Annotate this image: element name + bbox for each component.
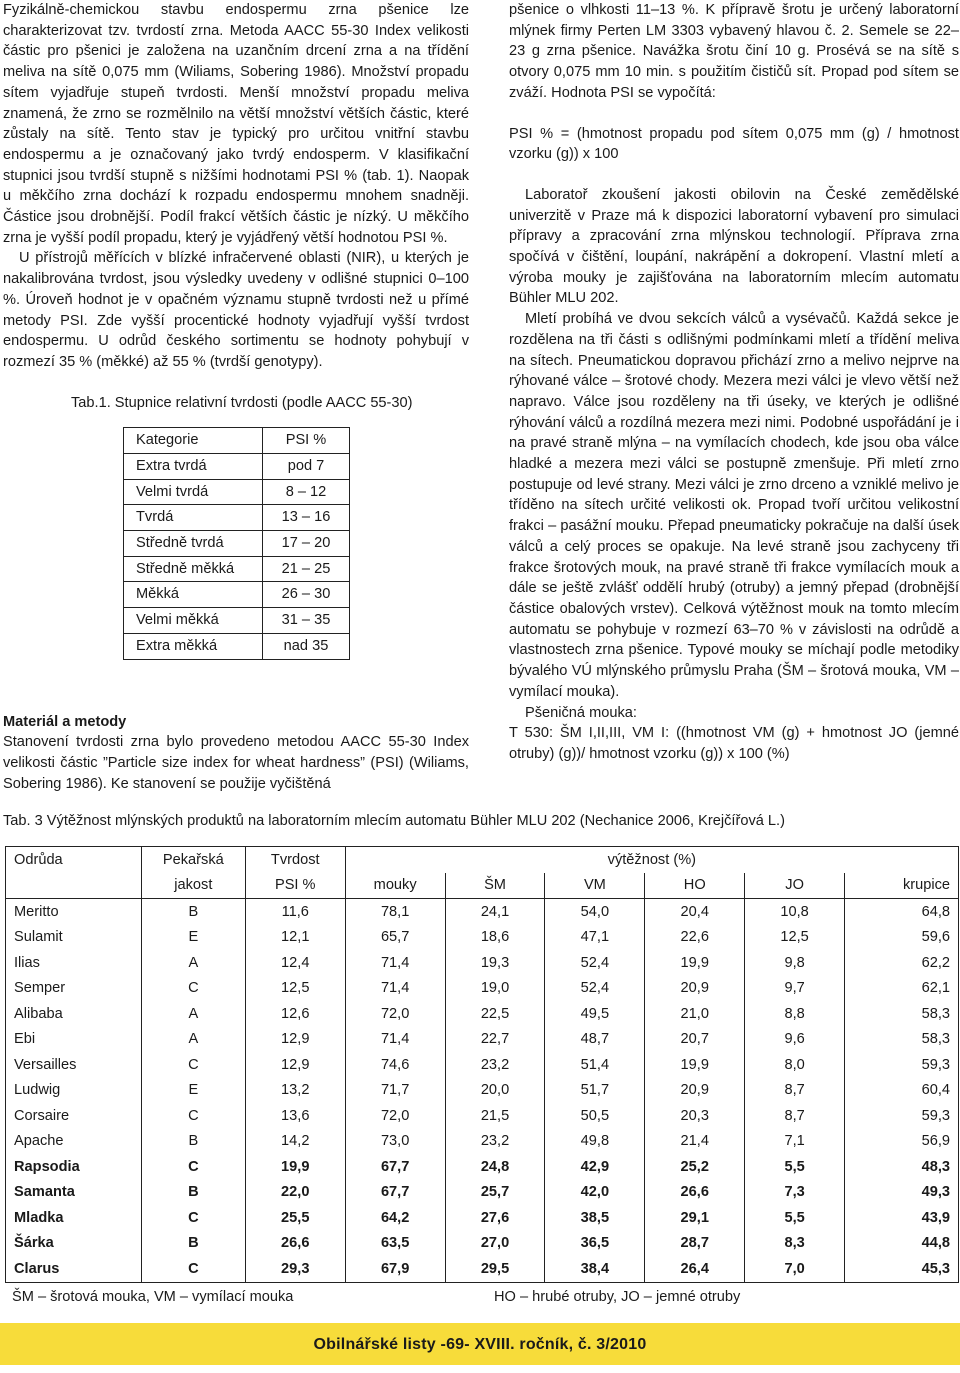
table1-row bbox=[124, 633, 350, 659]
table3-value-cell: 5,5 bbox=[745, 1154, 845, 1180]
table3-value-cell: 52,4 bbox=[545, 950, 645, 976]
table3-variety-cell: Šárka bbox=[14, 1235, 54, 1252]
table3-variety-cell: Sulamit bbox=[14, 929, 63, 946]
table3-value-cell: 19,3 bbox=[445, 950, 545, 976]
table3-value-cell: 50,5 bbox=[545, 1103, 645, 1129]
table3-header-cell: HO bbox=[645, 873, 745, 899]
paragraph-nir: U přístrojů měřících v blízké infračervené oblasti (NIR), u kterých je nakalibrována tvrdost, jsou výsledky uvedeny v odlišné stupnici 0–100 %. Úroveň hodnot je v opačném významu stupně tvrdosti než u přímé metody PSI. Zde vyšší procentické hodnoty vyjadřují vyšší tvrdost endospermu. U odrůd českého sortimentu se hodnoty pohybují v rozmezí 35 % (měkké) až 55 % (tvrdší genotypy). bbox=[3, 250, 469, 370]
table3-value-cell: 14,2 bbox=[245, 1129, 345, 1155]
table3-value-cell: E bbox=[141, 1078, 245, 1104]
table3-row bbox=[6, 976, 959, 1002]
table3-value-cell: A bbox=[141, 1027, 245, 1053]
table3-header-cell bbox=[6, 873, 142, 899]
table3-value-cell: 20,9 bbox=[645, 976, 745, 1002]
table1-hardness-scale bbox=[123, 427, 350, 659]
table3-value-cell: 56,9 bbox=[845, 1129, 959, 1155]
table3-value-cell: 42,9 bbox=[545, 1154, 645, 1180]
table3-variety-cell: Meritto bbox=[14, 903, 59, 920]
table3-variety-cell: Ebi bbox=[14, 1031, 36, 1048]
table3-variety-cell: Alibaba bbox=[14, 1005, 63, 1022]
table3-value-cell: 60,4 bbox=[845, 1078, 959, 1104]
table3-value-cell: 78,1 bbox=[345, 899, 445, 925]
table3-value-cell: 63,5 bbox=[345, 1231, 445, 1257]
table1-psi-cell: 26 – 30 bbox=[263, 582, 350, 608]
table3-value-cell: 12,1 bbox=[245, 925, 345, 951]
table1-category-cell: Velmi měkká bbox=[124, 608, 263, 634]
table3-value-cell: 22,6 bbox=[645, 925, 745, 951]
table1-row bbox=[124, 505, 350, 531]
table3-value-cell: 71,4 bbox=[345, 950, 445, 976]
table3-value-cell: 13,2 bbox=[245, 1078, 345, 1104]
table3-caption: Tab. 3 Výtěžnost mlýnských produktů na laboratorním mlecím automatu Bühler MLU 202 (Nechanice 2006, Krejčířová L.) bbox=[3, 813, 785, 829]
table3-header-cell: Odrůda bbox=[14, 851, 63, 868]
table3-row bbox=[6, 1129, 959, 1155]
table3-value-cell: 26,6 bbox=[245, 1231, 345, 1257]
table3-row bbox=[6, 925, 959, 951]
table3-value-cell: 42,0 bbox=[545, 1180, 645, 1206]
table3-value-cell: 59,3 bbox=[845, 1103, 959, 1129]
table3-header-cell: jakost bbox=[141, 873, 245, 899]
table3-value-cell: 20,9 bbox=[645, 1078, 745, 1104]
table3-variety-cell: Semper bbox=[14, 980, 66, 997]
table3-value-cell: 27,0 bbox=[445, 1231, 545, 1257]
table3-value-cell: 27,6 bbox=[445, 1205, 545, 1231]
table3-value-cell: 51,7 bbox=[545, 1078, 645, 1104]
table1-category-cell: Kategorie bbox=[124, 428, 263, 454]
table1-row bbox=[124, 531, 350, 557]
table3-value-cell: 8,7 bbox=[745, 1078, 845, 1104]
table1-category-cell: Měkká bbox=[124, 582, 263, 608]
table3-header-cell: Pekařská bbox=[141, 847, 245, 873]
table3-value-cell: 49,5 bbox=[545, 1001, 645, 1027]
table1-psi-cell: 17 – 20 bbox=[263, 531, 350, 557]
table1-psi-cell: 31 – 35 bbox=[263, 608, 350, 634]
table3-value-cell: 29,3 bbox=[245, 1256, 345, 1282]
paragraph-hardness-intro: Fyzikálně-chemickou stavbu endospermu zrna pšenice lze charakterizovat tzv. tvrdostí zrna. Metoda AACC 55-30 Index velikosti částic pro pšenici je založena na uzančním drcení zrna a na třídění meliva na sítě 0,075 mm (Wiliams, Sobering 1986). Množství propadu sítem vyjadřuje stupeň tvrdosti. Menší množství propadu meliva znamená, že zrno se rozmělnilo na větší množství větších částic, které zůstaly na sítě. Tento stav je typický pro určitou vnitřní stavbu endospermu a je označovaný jako tvrdý endosperm. V klasifikační stupnici jsou tvrdší stupně s nižšími hodnotami PSI % (tab. 1). Naopak u měkčího zrna dochází k rozpadu endospermu mnohem snadněji. Částice jsou drobnější. Podíl frakcí větších částic je nízký. U měkčího zrna je vyšší podíl propadu, který je vyjádřený větší hodnotou PSI %. bbox=[3, 2, 469, 246]
table3-header-cell: PSI % bbox=[245, 873, 345, 899]
table3-value-cell: 12,5 bbox=[745, 925, 845, 951]
table3-value-cell: 62,2 bbox=[845, 950, 959, 976]
table3-value-cell: 51,4 bbox=[545, 1052, 645, 1078]
table3-value-cell: 43,9 bbox=[845, 1205, 959, 1231]
table3-value-cell: 7,1 bbox=[745, 1129, 845, 1155]
footer-journal-info: Obilnářské listy -69- XVIII. ročník, č. 3/2010 bbox=[313, 1336, 647, 1353]
table3-header-cell: JO bbox=[745, 873, 845, 899]
table3-value-cell: A bbox=[141, 1001, 245, 1027]
table3-value-cell: 71,4 bbox=[345, 1027, 445, 1053]
table3-value-cell: 26,4 bbox=[645, 1256, 745, 1282]
table1-psi-cell: PSI % bbox=[263, 428, 350, 454]
table3-value-cell: C bbox=[141, 1103, 245, 1129]
table3-row bbox=[6, 1027, 959, 1053]
table3-value-cell: 71,7 bbox=[345, 1078, 445, 1104]
table3-value-cell: 21,4 bbox=[645, 1129, 745, 1155]
table3-value-cell: 67,9 bbox=[345, 1256, 445, 1282]
table3-value-cell: 58,3 bbox=[845, 1001, 959, 1027]
table3-value-cell: 5,5 bbox=[745, 1205, 845, 1231]
table3-value-cell: 22,5 bbox=[445, 1001, 545, 1027]
table3-value-cell: 29,1 bbox=[645, 1205, 745, 1231]
table3-note-abbrev-right: HO – hrubé otruby, JO – jemné otruby bbox=[494, 1289, 741, 1305]
table3-value-cell: B bbox=[141, 1129, 245, 1155]
table3-value-cell: 7,0 bbox=[745, 1256, 845, 1282]
table3-milling-yields bbox=[5, 846, 959, 1283]
table3-value-cell: 10,8 bbox=[745, 899, 845, 925]
table1-row bbox=[124, 608, 350, 634]
table1-category-cell: Extra měkká bbox=[124, 633, 263, 659]
table3-value-cell: 44,8 bbox=[845, 1231, 959, 1257]
table3-header-cell: Tvrdost bbox=[245, 847, 345, 873]
table3-value-cell: C bbox=[141, 1154, 245, 1180]
right-column bbox=[509, 0, 959, 765]
table3-value-cell: 25,7 bbox=[445, 1180, 545, 1206]
table3-value-cell: 11,6 bbox=[245, 899, 345, 925]
table1-row bbox=[124, 479, 350, 505]
paragraph-methods: Stanovení tvrdosti zrna bylo provedeno metodou AACC 55-30 Index velikosti částic ”Particle size index for wheat hardness” (PSI) (Wiliams, Sobering 1986). Ke stanovení se použije vyčištěná bbox=[3, 734, 469, 792]
table3-value-cell: 9,6 bbox=[745, 1027, 845, 1053]
table3-value-cell: 48,7 bbox=[545, 1027, 645, 1053]
table1-psi-cell: 8 – 12 bbox=[263, 479, 350, 505]
table3-value-cell: 52,4 bbox=[545, 976, 645, 1002]
table3-value-cell: B bbox=[141, 899, 245, 925]
table3-variety-cell: Rapsodia bbox=[14, 1158, 80, 1175]
table3-value-cell: 18,6 bbox=[445, 925, 545, 951]
paragraph-sample-prep: pšenice o vlhkosti 11–13 %. K přípravě šrotu je určený laboratorní mlýnek firmy Perten LM 3303 vybavený hlavou č. 2. Semele se 22–23 g zrna pšenice. Navážka šrotu činí 10 g. Prosévá se na sítě s otvory 0,075 mm 10 min. s použitím čističů sít. Propad pod sítem se zváží. Hodnota PSI se vypočítá: bbox=[509, 2, 959, 101]
table3-value-cell: 21,0 bbox=[645, 1001, 745, 1027]
section-heading-materials: Materiál a metody bbox=[3, 713, 127, 730]
table1-psi-cell: nad 35 bbox=[263, 633, 350, 659]
table3-value-cell: C bbox=[141, 976, 245, 1002]
table3-variety-cell: Clarus bbox=[14, 1260, 60, 1277]
table3-value-cell: 64,8 bbox=[845, 899, 959, 925]
table3-value-cell: 21,5 bbox=[445, 1103, 545, 1129]
t530-formula: T 530: ŠM I,II,III, VM I: ((hmotnost VM (g) + hmotnost JO (jemné otruby) (g))/ hmotnost vzorku (g)) x 100 (%) bbox=[509, 725, 959, 762]
table3-value-cell: C bbox=[141, 1256, 245, 1282]
table3-header-cell: krupice bbox=[845, 873, 959, 899]
table3-value-cell: 38,5 bbox=[545, 1205, 645, 1231]
table3-value-cell: 25,2 bbox=[645, 1154, 745, 1180]
table3-value-cell: 48,3 bbox=[845, 1154, 959, 1180]
table3-value-cell: 23,2 bbox=[445, 1129, 545, 1155]
table1-psi-cell: pod 7 bbox=[263, 454, 350, 480]
table3-value-cell: 72,0 bbox=[345, 1103, 445, 1129]
table3-value-cell: 8,7 bbox=[745, 1103, 845, 1129]
table3-row bbox=[6, 1052, 959, 1078]
table3-value-cell: 19,9 bbox=[245, 1154, 345, 1180]
table3-value-cell: 8,0 bbox=[745, 1052, 845, 1078]
table3-value-cell: 47,1 bbox=[545, 925, 645, 951]
table3-value-cell: 59,3 bbox=[845, 1052, 959, 1078]
table1-category-cell: Extra tvrdá bbox=[124, 454, 263, 480]
table3-value-cell: 49,8 bbox=[545, 1129, 645, 1155]
table3-value-cell: 54,0 bbox=[545, 899, 645, 925]
table3-value-cell: 49,3 bbox=[845, 1180, 959, 1206]
table1-psi-cell: 21 – 25 bbox=[263, 556, 350, 582]
table3-value-cell: 73,0 bbox=[345, 1129, 445, 1155]
table3-value-cell: 8,3 bbox=[745, 1231, 845, 1257]
table1-category-cell: Středně měkká bbox=[124, 556, 263, 582]
table3-subheader-row bbox=[6, 873, 959, 899]
table3-value-cell: C bbox=[141, 1205, 245, 1231]
table3-value-cell: 22,0 bbox=[245, 1180, 345, 1206]
table3-variety-cell: Samanta bbox=[14, 1184, 75, 1201]
table3-row bbox=[6, 1231, 959, 1257]
table3-row bbox=[6, 1205, 959, 1231]
table3-row bbox=[6, 1001, 959, 1027]
table3-value-cell: B bbox=[141, 1180, 245, 1206]
table3-header-cell: ŠM bbox=[445, 873, 545, 899]
table3-row bbox=[6, 899, 959, 925]
table3-value-cell: 64,2 bbox=[345, 1205, 445, 1231]
table3-value-cell: 13,6 bbox=[245, 1103, 345, 1129]
table3-value-cell: 45,3 bbox=[845, 1256, 959, 1282]
table3-value-cell: 23,2 bbox=[445, 1052, 545, 1078]
table1-category-cell: Tvrdá bbox=[124, 505, 263, 531]
table3-variety-cell: Apache bbox=[14, 1133, 64, 1150]
table3-value-cell: 71,4 bbox=[345, 976, 445, 1002]
paragraph-milling: Mletí probíhá ve dvou sekcích válců a vysévačů. Každá sekce je rozdělena na tři části s odlišnými podmínkami mletí a třídění meliva na sítech. Pneumatickou dopravou přichází zrno a melivo nejprve na rýhované válce – šrotové chody. Mezera mezi válci je vlevo větší než napravo. Válce jsou rozděleny na tři úseky, ve kterých je odlišné rýhování válců a rozdílná mezera mezi nimi. Podobné uspořádání je i na pravé straně mlýna – na vymílacích chodech, kde jsou oba válce hladké a mezera mezi válci se postupně zmenšuje. Při mletí zrno postupuje od levé strany. Mezi válci je zrno drceno a vzniklé melivo je tříděno na sítech určité velikosti ok. Propad tvoří určitou velikostní frakci – pasážní mouku. Přepad pneumaticky pokračuje na další úsek válců a celý proces se opakuje. Na levé straně jsou zachyceny tři frakce šrotových mouk, na pravé straně tři frakce vymílacích mouk a dále se ještě zvlášť oddělí hrubý (otruby) a jemný přepad (drobnější částice obalových vrstev). Celková výtěžnost mouk na tomto mlecím automatu se pohybuje v rozmezí 63–70 % v závislosti na odrůdě a vlastnostech zrna pšenice. Typové mouky se míchají podle metodiky bývalého VÚ mlýnského průmyslu Praha (ŠM – šrotová mouka, VM – vymílací mouka). bbox=[509, 311, 959, 700]
left-column bbox=[3, 0, 469, 794]
table3-variety-cell: Versailles bbox=[14, 1056, 77, 1073]
table3-header-cell: VM bbox=[545, 873, 645, 899]
table3-value-cell: 12,9 bbox=[245, 1052, 345, 1078]
table3-variety-cell: Ilias bbox=[14, 954, 40, 971]
table3-value-cell: 22,7 bbox=[445, 1027, 545, 1053]
table3-value-cell: 26,6 bbox=[645, 1180, 745, 1206]
paragraph-laboratory: Laboratoř zkoušení jakosti obilovin na České zemědělské univerzitě v Praze má k dispozici laboratorní vybavení pro simulaci přípravy a zpracování zrna mlýnskou technologií. Příprava zrna spočívá v čištění, loupání, nakrápění a dokropení. Vlastní mletí a výroba mouky je zajišťována na laboratorním mlecím automatu Bühler MLU 202. bbox=[509, 186, 959, 307]
table3-variety-cell: Ludwig bbox=[14, 1082, 61, 1099]
table3-value-cell: 12,9 bbox=[245, 1027, 345, 1053]
table3-value-cell: 8,8 bbox=[745, 1001, 845, 1027]
table3-value-cell: C bbox=[141, 1052, 245, 1078]
table3-value-cell: 9,7 bbox=[745, 976, 845, 1002]
table3-value-cell: 24,8 bbox=[445, 1154, 545, 1180]
table3-value-cell: 9,8 bbox=[745, 950, 845, 976]
table3-row bbox=[6, 1154, 959, 1180]
table3-row bbox=[6, 1256, 959, 1282]
table3-value-cell: 19,0 bbox=[445, 976, 545, 1002]
table3-value-cell: 20,3 bbox=[645, 1103, 745, 1129]
table3-header-row bbox=[6, 847, 959, 873]
table3-value-cell: 19,9 bbox=[645, 1052, 745, 1078]
table3-value-cell: B bbox=[141, 1231, 245, 1257]
table3-header-cell: výtěžnost (%) bbox=[345, 847, 958, 873]
table1-row bbox=[124, 428, 350, 454]
table3-variety-cell: Corsaire bbox=[14, 1107, 70, 1124]
table3-row bbox=[6, 1103, 959, 1129]
table1-row bbox=[124, 454, 350, 480]
table1-psi-cell: 13 – 16 bbox=[263, 505, 350, 531]
table3-value-cell: 62,1 bbox=[845, 976, 959, 1002]
table3-value-cell: 20,7 bbox=[645, 1027, 745, 1053]
table3-value-cell: E bbox=[141, 925, 245, 951]
table3-value-cell: 74,6 bbox=[345, 1052, 445, 1078]
table1-category-cell: Středně tvrdá bbox=[124, 531, 263, 557]
table3-value-cell: 20,4 bbox=[645, 899, 745, 925]
table3-row bbox=[6, 1180, 959, 1206]
table3-value-cell: 28,7 bbox=[645, 1231, 745, 1257]
table3-note-abbrev-left: ŠM – šrotová mouka, VM – vymílací mouka bbox=[12, 1289, 294, 1305]
table3-value-cell: 20,0 bbox=[445, 1078, 545, 1104]
paragraph-flour-label: Pšeničná mouka: bbox=[525, 704, 637, 721]
table3-value-cell: 36,5 bbox=[545, 1231, 645, 1257]
table3-value-cell: 24,1 bbox=[445, 899, 545, 925]
table3-value-cell: 25,5 bbox=[245, 1205, 345, 1231]
table3-value-cell: 58,3 bbox=[845, 1027, 959, 1053]
table3-value-cell: 12,5 bbox=[245, 976, 345, 1002]
table1-category-cell: Velmi tvrdá bbox=[124, 479, 263, 505]
table3-value-cell: 12,4 bbox=[245, 950, 345, 976]
table1-row bbox=[124, 582, 350, 608]
table3-value-cell: 19,9 bbox=[645, 950, 745, 976]
table3-value-cell: 12,6 bbox=[245, 1001, 345, 1027]
table3-header-cell: mouky bbox=[345, 873, 445, 899]
table3-variety-cell: Mladka bbox=[14, 1209, 64, 1226]
table3-value-cell: 29,5 bbox=[445, 1256, 545, 1282]
table3-value-cell: 67,7 bbox=[345, 1180, 445, 1206]
table1-row bbox=[124, 556, 350, 582]
table3-value-cell: 67,7 bbox=[345, 1154, 445, 1180]
table3-value-cell: 72,0 bbox=[345, 1001, 445, 1027]
table3-row bbox=[6, 950, 959, 976]
table3-value-cell: 38,4 bbox=[545, 1256, 645, 1282]
table3-value-cell: A bbox=[141, 950, 245, 976]
table3-value-cell: 7,3 bbox=[745, 1180, 845, 1206]
psi-formula: PSI % = (hmotnost propadu pod sítem 0,075 mm (g) / hmotnost vzorku (g)) x 100 bbox=[509, 125, 959, 163]
table3-value-cell: 65,7 bbox=[345, 925, 445, 951]
table1-caption: Tab.1. Stupnice relativní tvrdosti (podle AACC 55-30) bbox=[71, 394, 413, 411]
table3-row bbox=[6, 1078, 959, 1104]
table3-value-cell: 59,6 bbox=[845, 925, 959, 951]
